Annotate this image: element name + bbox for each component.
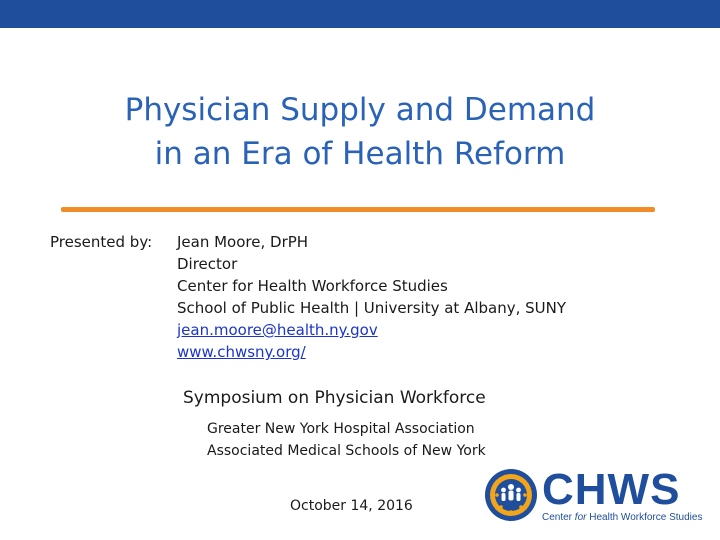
presenter-school: School of Public Health | University at Albany, SUNY [177, 299, 567, 317]
people-circle-icon [484, 468, 538, 522]
slide-title [0, 88, 720, 176]
orange-divider [61, 207, 655, 212]
event-date: October 14, 2016 [290, 498, 413, 514]
organization-1: Greater New York Hospital Association [207, 421, 475, 437]
event-name: Symposium on Physician Workforce [183, 388, 486, 408]
presented-by-label: Presented by: [50, 233, 153, 251]
logo-subtitle: Center for Health Workforce Studies [542, 512, 703, 523]
organization-2: Associated Medical Schools of New York [207, 443, 486, 459]
logo-wordmark: CHWS [542, 465, 681, 514]
presenter-role: Director [177, 255, 238, 273]
email-link[interactable]: jean.moore@health.ny.gov [177, 321, 378, 339]
top-banner [0, 0, 720, 28]
chws-logo [484, 465, 703, 528]
title-line-1: Physician Supply and Demand [124, 92, 596, 128]
presenter-name: Jean Moore, DrPH [177, 233, 309, 251]
title-line-2: in an Era of Health Reform [154, 136, 566, 172]
website-link[interactable]: www.chwsny.org/ [177, 343, 306, 361]
presenter-center: Center for Health Workforce Studies [177, 277, 448, 295]
presenter-block [177, 231, 566, 363]
